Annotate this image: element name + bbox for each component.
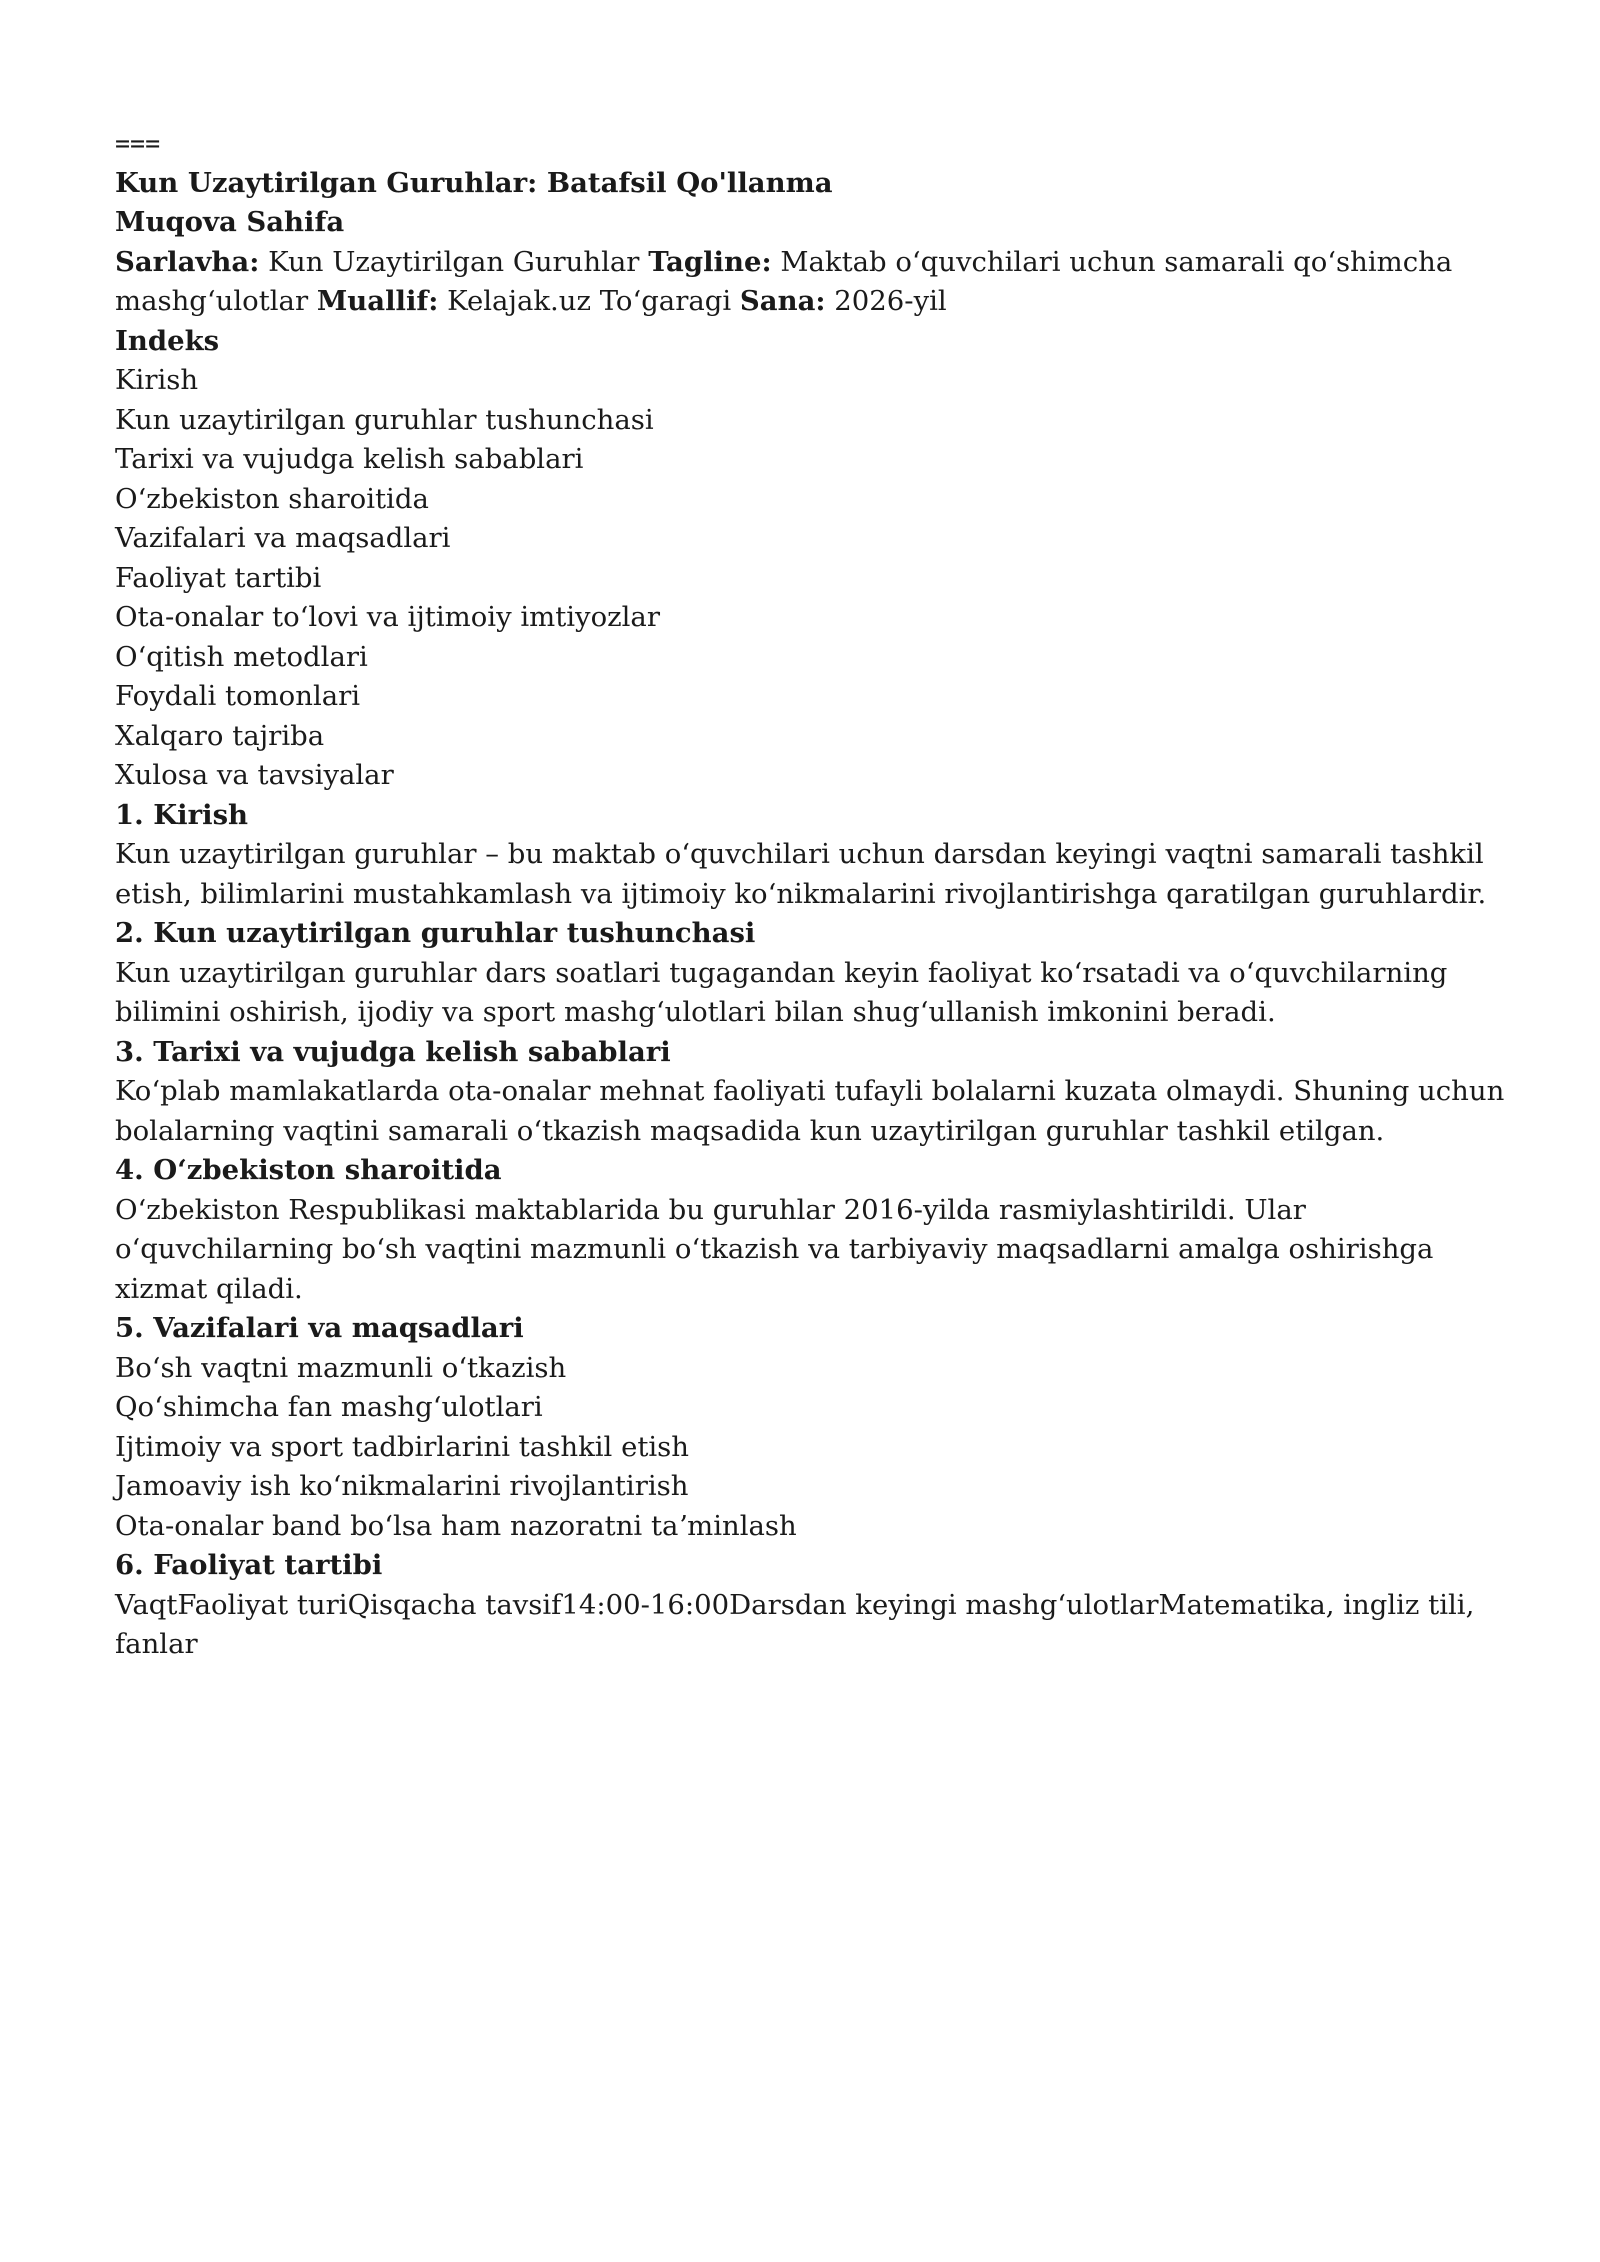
section-heading-tushuncha: 2. Kun uzaytirilgan guruhlar tushunchasi xyxy=(115,917,756,949)
cover-title-label: Sarlavha: xyxy=(115,245,260,278)
index-heading: Indeks xyxy=(115,324,220,357)
index-item-tushuncha: Kun uzaytirilgan guruhlar tushunchasi xyxy=(115,403,654,436)
index-item-tolov: Ota-onalar toʻlovi va ijtimoiy imtiyozlar xyxy=(115,601,660,633)
cover-author-value: Kelajak.uz Toʻgaragi xyxy=(438,285,740,317)
cover-tagline-label: Tagline: xyxy=(648,245,772,278)
schedule-table-text: VaqtFaoliyat turiQisqacha tavsif14:00-16:00Darsdan keyingi mashgʻulotlarMatematika, ingliz tili, fanlar xyxy=(115,1588,1475,1660)
section-body-tarixi: Koʻplab mamlakatlarda ota-onalar mehnat faoliyati tufayli bolalarni kuzata olmaydi. Shuning uchun bolalarning vaqtini samarali oʻtkazish maqsadida kun uzaytirilgan guruhlar tashkil etilgan. xyxy=(115,1075,1505,1147)
index-item-ozbekiston: Oʻzbekiston sharoitida xyxy=(115,482,429,515)
section-heading-tarixi: 3. Tarixi va vujudga kelish sabablari xyxy=(115,1035,671,1068)
index-item-tarixi: Tarixi va vujudga kelish sabablari xyxy=(115,443,584,475)
section-heading-kirish: 1. Kirish xyxy=(115,798,249,831)
section-body-tushuncha: Kun uzaytirilgan guruhlar dars soatlari tugagandan keyin faoliyat koʻrsatadi va oʻquvchilarning bilimini oshirish, ijodiy va sport mashgʻulotlari bilan shugʻullanish imkonini beradi. xyxy=(115,956,1448,1028)
cover-tagline-value: Maktab oʻquvchilari uchun samarali qoʻshimcha mashgʻulotlar xyxy=(115,245,1453,317)
section-body-ozbekiston: Oʻzbekiston Respublikasi maktablarida bu guruhlar 2016-yilda rasmiylashtirildi. Ular oʻquvchilarning boʻsh vaqtini mazmunli oʻtkazish va tarbiyaviy maqsadlarni amalga oshirishga xizmat qiladi. xyxy=(115,1193,1434,1305)
list-item: Ota-onalar band boʻlsa ham nazoratni taʼminlash xyxy=(115,1509,797,1542)
index-item-foydali: Foydali tomonlari xyxy=(115,680,361,712)
index-item-metodlar: Oʻqitish metodlari xyxy=(115,640,368,673)
index-item-xalqaro: Xalqaro tajriba xyxy=(115,719,325,752)
cover-details xyxy=(115,243,1515,322)
section-heading-vazifalari: 5. Vazifalari va maqsadlari xyxy=(115,1312,524,1344)
index-item-vazifalari: Vazifalari va maqsadlari xyxy=(115,522,451,554)
section-body-kirish: Kun uzaytirilgan guruhlar – bu maktab oʻquvchilari uchun darsdan keyingi vaqtni samarali tashkil etish, bilimlarini mustahkamlash va ijtimoiy koʻnikmalarini rivojlantirishga qaratilgan guruhlardir. xyxy=(115,838,1487,910)
index-item-xulosa: Xulosa va tavsiyalar xyxy=(115,759,394,791)
list-item: Qoʻshimcha fan mashgʻulotlari xyxy=(115,1391,543,1423)
cover-date-value: 2026-yil xyxy=(825,285,947,317)
list-item: Boʻsh vaqtni mazmunli oʻtkazish xyxy=(115,1351,567,1384)
section-heading-ozbekiston: 4. Oʻzbekiston sharoitida xyxy=(115,1154,502,1186)
cover-author-label: Muallif: xyxy=(316,285,439,317)
cover-date-label: Sana: xyxy=(739,285,826,317)
cover-title-value: Kun Uzaytirilgan Guruhlar xyxy=(259,245,649,278)
cover-heading: Muqova Sahifa xyxy=(115,206,345,238)
index-item-faoliyat: Faoliyat tartibi xyxy=(115,561,322,594)
section-heading-faoliyat: 6. Faoliyat tartibi xyxy=(115,1549,383,1581)
index-item-kirish: Kirish xyxy=(115,364,199,396)
document-title: Kun Uzaytirilgan Guruhlar: Batafsil Qo'llanma xyxy=(115,166,833,199)
document-page xyxy=(115,124,1515,1665)
list-item: Jamoaviy ish koʻnikmalarini rivojlantirish xyxy=(115,1470,689,1502)
separator: === xyxy=(115,129,161,158)
list-item: Ijtimoiy va sport tadbirlarini tashkil etish xyxy=(115,1430,690,1463)
